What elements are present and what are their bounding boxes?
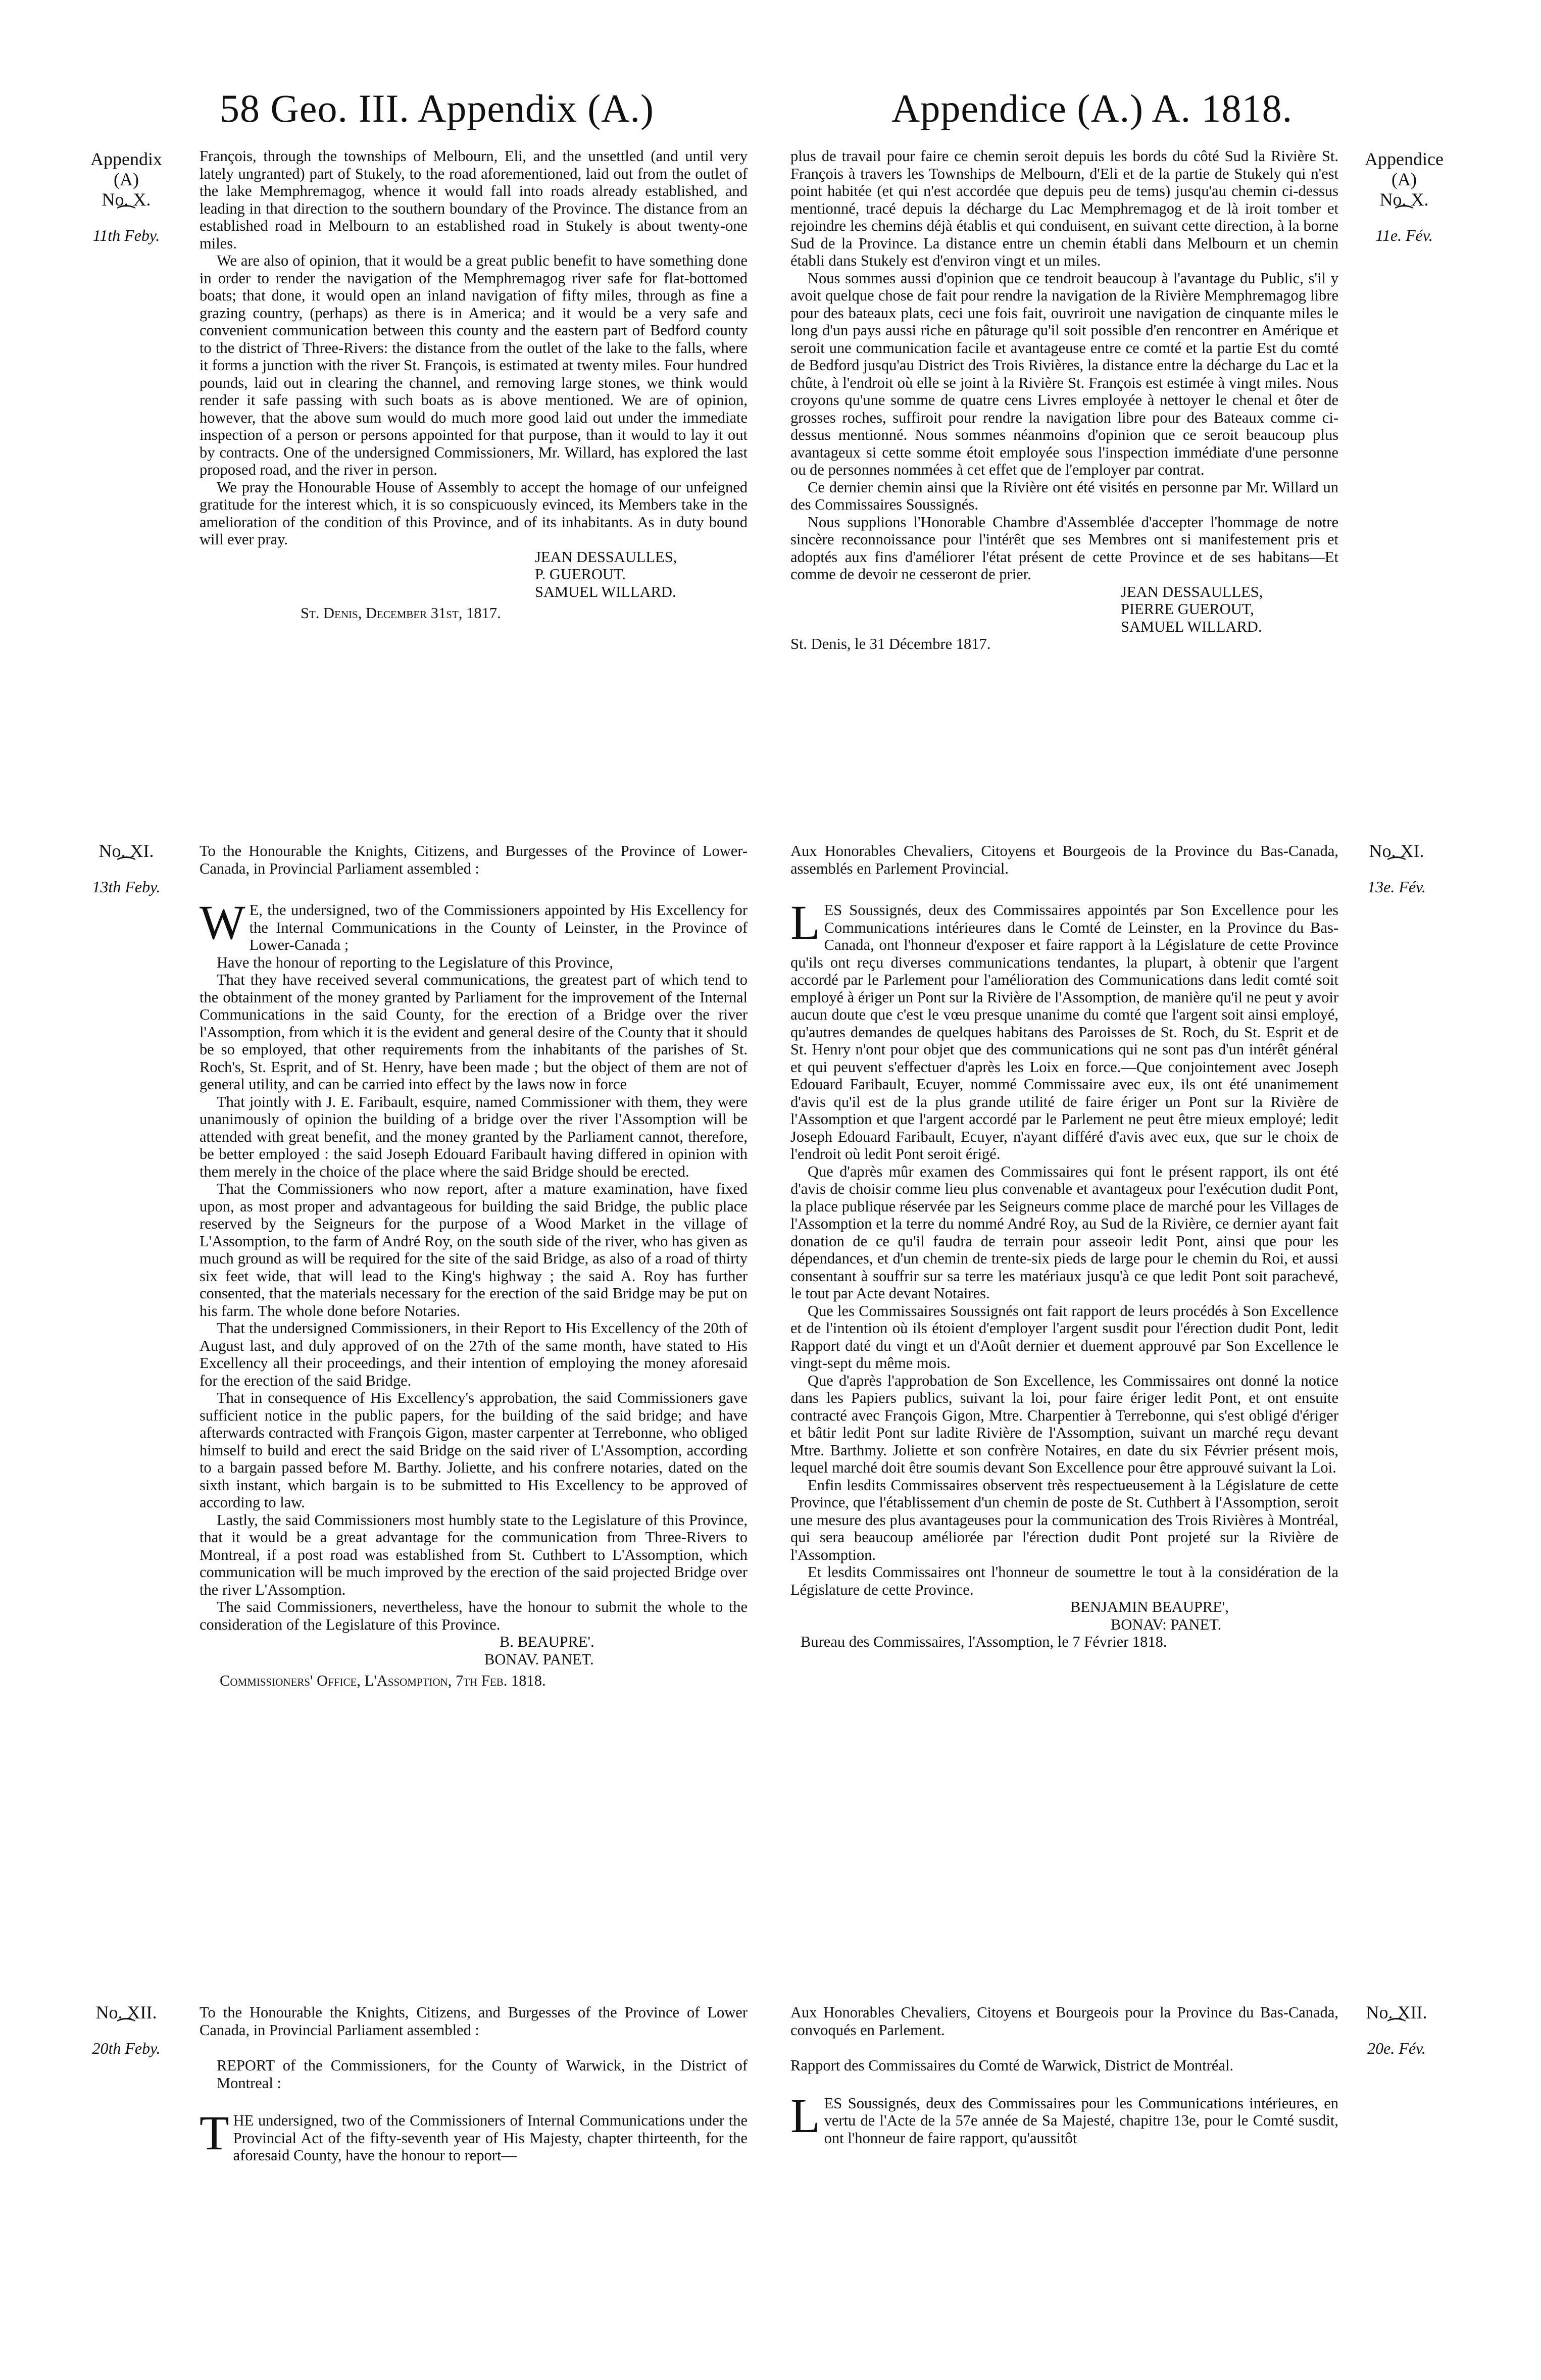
signature: BONAV. PANET. — [484, 1650, 594, 1668]
paragraph: ES Soussignés, deux des Commissaires appointés par Son Excellence pour les Communications intérieures dans le Comté de Leinster, en la Province du Bas-Canada, ont l'honneur d'exposer et faire rapport à la Législature de cette Province qu'ils ont reçu diverses communications tendantes, la plupart, à obtenir que l'argent accordé par le Parlement pour l'amélioration des Communications dans ledit comté soit employé à ériger un Pont sur la Rivière de l'Assomption, de manière qu'il ne peut y avoir aucun doute que c'est le vœu presque unanime du comté que l'argent soit ainsi employé, qu'autres demandes de quelques habitans des Paroisses de St. Roch, du St. Esprit et de St. Henry n'ont pour objet que des communications qui ne sont pas d'un intérêt général et qui peuvent s'effectuer d'après les Loix en force.—Que conjointement avec Joseph Edouard Faribault, Ecuyer, nommé Commissaire avec eux, ils ont été unanimement d'avis qu'il est de la plus grande utilité de faire ériger un Pont sur la Rivière de l'Assomption et que l'argent accordé par le Parlement ne peut être mieux employé; ledit Joseph Edouard Faribault, Ecuyer, n'ayant différé d'avis avec eux, que sur le choix de l'endroit où ledit Pont seroit érigé. — [790, 901, 1338, 1162]
signature: BONAV: PANET. — [1111, 1615, 1222, 1633]
margin-note-date: 13e. Fév. — [1367, 878, 1426, 896]
paragraph: E, the undersigned, two of the Commissioners appointed by His Excellency for the Internal Communications in the County of Leinster, in the Province of Lower-Canada ; — [249, 901, 748, 953]
margin-note-line: No. XI. — [1369, 841, 1424, 861]
flourish-icon: ⁀ — [118, 857, 135, 880]
margin-note-appendix-x-en — [88, 149, 164, 245]
drop-cap: L — [790, 895, 820, 949]
paragraph: We are also of opinion, that it would be a great public benefit to have something done in order to render the navigation of the Memphremagog river safe for flat-bottomed boats; that done, it would open an inland navigation of fifty miles, through as fine a grazing country, (perhaps) as there is in America; and it would be a very safe and convenient communication between this county and the eastern part of Bedford county to the district of Three-Rivers: the distance from the outlet of the lake to the falls, where it forms a junction with the river St. François, is estimated at twenty miles. Four hundred pounds, laid out in clearing the channel, and removing large stones, we think would render it safe passing with such boats as is above mentioned. We are of opinion, however, that the above sum would do much more good laid out under the immediate inspection of a person or persons appointed for that purpose, than it would to lay it out by contracts. One of the undersigned Commissioners, Mr. Willard, has explored the last proposed road, and the river in person. — [200, 252, 748, 478]
margin-note-line: Appendice — [1365, 149, 1444, 169]
margin-note-line: No. XII. — [95, 2002, 157, 2022]
paragraph: ES Soussignés, deux des Commissaires pour les Communications intérieures, en vertu de l'Acte de la 57e année de Sa Majesté, chapitre 13e, pour le Comté susdit, ont l'honneur de faire rapport, qu'aussitôt — [824, 2094, 1338, 2147]
section1-french-column — [790, 147, 1338, 653]
paragraph: That they have received several communications, the greatest part of which tend to the obtainment of the money granted by Parliament for the improvement of the Internal Communications in the said County, for the erection of a Bridge over the river l'Assomption, from which it is the evident and general desire of the County that it should be so employed, that other requirements from the inhabitants of the parishes of St. Roch's, St. Esprit, and of St. Henry, have been made ; but the object of them are not of general utility, and can be carried into effect by the laws now in force — [200, 971, 748, 1093]
signature: B. BEAUPRE'. — [500, 1633, 594, 1650]
margin-note-line: No. X. — [102, 189, 151, 210]
drop-cap: T — [200, 2106, 229, 2160]
signature: SAMUEL WILLARD. — [535, 583, 676, 600]
section2-english-column — [200, 842, 748, 1690]
signature: P. GUEROUT. — [535, 566, 626, 583]
paragraph: Que les Commissaires Soussignés ont fait rapport de leurs procédés à Son Excellence et de l'intention où ils étoient d'employer l'argent susdit pour l'érection dudit Pont, ledit Rapport daté du vingt et un d'Août dernier et duement approuvé par Son Excellence le vingt-sept du même mois. — [790, 1302, 1338, 1372]
paragraph: Nous sommes aussi d'opinion que ce tendroit beaucoup à l'avantage du Public, s'il y avoit quelque chose de fait pour rendre la navigation de la Rivière Memphremagog libre pour des bateaux plats, ceci une fois fait, ouvriroit une navigation de cinquante miles le long d'un pays aussi riche en pâturage qu'il soit possible d'en rencontrer en Amérique et seroit une communication facile et avantageuse entre ce comté et la partie Est du comté de Bedford jusqu'au District des Trois Rivières, la distance entre la décharge du Lac et la chûte, à l'endroit où elle se joint à la Rivière St. François est estimée à vingt miles. Nous croyons qu'une somme de quatre cens Livres employée à nettoyer le chenal et ôter de grosses roches, suffiroit pour rendre la navigation libre pour des Bateaux comme ci-dessus mentionné. Nous sommes néanmoins d'opinion que ce seroit beaucoup plus avantageux si cette somme étoit employée sous l'inspection immédiate d'une personne ou de personnes nommées à cet effet que de l'employer par contrat. — [790, 269, 1338, 478]
margin-note-xi-en — [88, 841, 164, 897]
address: Aux Honorables Chevaliers, Citoyens et Bourgeois pour la Province du Bas-Canada, convoqués en Parlement. — [790, 2004, 1338, 2039]
flourish-icon: ⁀ — [1396, 206, 1413, 228]
section1-english-column — [200, 147, 748, 622]
paragraph: That the Commissioners who now report, after a mature examination, have fixed upon, as most proper and advantageous for building the said Bridge, the public place reserved by the Seigneurs for the purpose of a Wood Market in the village of L'Assomption, to the farm of André Roy, on the south side of the river, who has given as much ground as will be required for the site of the said Bridge, as also of a road of thirty six feet wide, that will lead to the King's highway ; the said A. Roy has further consented, that the materials necessary for the erection of the said Bridge may be put on his farm. The whole done before Notaries. — [200, 1180, 748, 1320]
signature: JEAN DESSAULLES, — [1121, 583, 1263, 600]
address: Aux Honorables Chevaliers, Citoyens et Bourgeois de la Province du Bas-Canada, assemblés en Parlement Provincial. — [790, 842, 1338, 877]
address: To the Honourable the Knights, Citizens, and Burgesses of the Province of Lower-Canada, in Provincial Parliament assembled : — [200, 842, 748, 877]
section3-english-column — [200, 2004, 748, 2164]
drop-cap: W — [200, 895, 245, 949]
paragraph: François, through the townships of Melbourn, Eli, and the unsettled (and until very lately ungranted) part of Stukely, to the road aforementioned, laid out from the outlet of the lake Memphremagog, whence it would fall into roads already established, and leading in that direction to the southern boundary of the Province. The distance from an established road in Melbourn to an established road in Stukely is about twenty-one miles. — [200, 147, 748, 252]
paragraph: That the undersigned Commissioners, in their Report to His Excellency of the 20th of August last, and duly approved of on the 27th of the same month, have stated to His Excellency all their proceedings, and their intention of employing the money aforesaid for the erection of the said Bridge. — [200, 1320, 748, 1389]
margin-note-date: 11th Feby. — [92, 226, 160, 244]
paragraph: Ce dernier chemin ainsi que la Rivière ont été visités en personne par Mr. Willard un des Commissaires Soussignés. — [790, 478, 1338, 513]
paragraph: Que d'après mûr examen des Commissaires qui font le présent rapport, ils ont été d'avis de choisir comme lieu plus convenable et avantageux pour l'exécution dudit Pont, la place publique réservée par les Seigneurs comme place de marché pour les Villages de l'Assomption et la terre du nommé André Roy, au Sud de la Rivière, ce dernier ayant fait donation de ce qu'il faudra de terrain pour asseoir ledit Pont, ainsi que pour les dépendances, et d'un chemin de trente-six pieds de large pour le chemin du Roi, et aussi consentant à souffrir sur sa terre les matériaux jusqu'à ce que ledit Pont soit parachevé, le tout par Acte devant Notaires. — [790, 1162, 1338, 1302]
address: To the Honourable the Knights, Citizens, and Burgesses of the Province of Lower Canada, in Provincial Parliament assembled : — [200, 2004, 748, 2039]
paragraph: Lastly, the said Commissioners most humbly state to the Legislature of this Province, that it would be a great advantage for the communication from Three-Rivers to Montreal, if a post road was established from St. Cuthbert to L'Assomption, which communication will be much improved by the erection of the said projected Bridge over the river L'Assomption. — [200, 1511, 748, 1598]
report-heading: Rapport des Commissaires du Comté de Warwick, District de Montréal. — [790, 2057, 1234, 2074]
flourish-icon: ⁀ — [118, 206, 135, 228]
paragraph: Nous supplions l'Honorable Chambre d'Assemblée d'accepter l'hommage de notre sincère reconnoissance pour l'intérêt que ses Membres ont si manifestement pris et adoptés aux fins d'améliorer l'état présent de cette Province et de ses habitans—Et comme de devoir ne cesseront de prier. — [790, 513, 1338, 583]
signature: PIERRE GUEROUT, — [1121, 600, 1254, 618]
paragraph: Have the honour of reporting to the Legislature of this Province, — [217, 953, 614, 971]
signature: JEAN DESSAULLES, — [535, 548, 677, 566]
margin-note-line: Appendix — [90, 149, 162, 169]
paragraph: Et lesdits Commissaires ont l'honneur de soumettre le tout à la considération de la Législature de cette Province. — [790, 1563, 1338, 1598]
signature: BENJAMIN BEAUPRE', — [1070, 1598, 1229, 1615]
margin-note-xi-fr — [1359, 841, 1434, 897]
margin-note-xii-en — [88, 2002, 164, 2058]
paragraph: Que d'après l'approbation de Son Excellence, les Commissaires ont donné la notice dans les Papiers publics, suivant la loi, pour faire ériger ledit Pont, et ont ensuite contracté avec François Gigon, Mtre. Charpentier à Terrebonne, qui s'est obligé d'ériger et bâtir ledit Pont sur ladite Rivière de l'Assomption, suivant un marché reçu devant Mtre. Barthmy. Joliette et son confrère Notaires, en date du six Février présent mois, lequel marché doit être soumis devant Son Excellence pour être approuvé suivant la Loi. — [790, 1372, 1338, 1476]
paragraph: plus de travail pour faire ce chemin seroit depuis les bords du côté Sud la Rivière St. François à travers les Townships de Melbourn, d'Eli et de la partie de Stukely qui n'est point habitée (et qui n'est accordée que depuis peu de tems) jusqu'au chemin ci-dessus mentionné, tracé depuis la décharge du Lac Memphremagog et de là iroit tomber et rejoindre les chemins déjà établis et qui conduisent, en suivant cette direction, à la borne Sud de la Province. La distance entre un chemin établi dans Melbourn et un chemin établi dans Stukely est d'environ vingt et un miles. — [790, 147, 1338, 269]
margin-note-line: (A) — [114, 169, 139, 189]
paragraph: That in consequence of His Excellency's approbation, the said Commissioners gave sufficient notice in the public papers, for the building of the said bridge; and have afterwards contracted with François Gigon, master carpenter at Terrebonne, who obliged himself to build and erect the said Bridge on the said river of L'Assomption, according to a bargain passed before M. Barthy. Joliette, and his confrere notaries, dated on the sixth instant, which bargain is to be submitted to His Excellency to be approved of according to law. — [200, 1389, 748, 1511]
margin-note-date: 11e. Fév. — [1375, 226, 1433, 244]
paragraph: We pray the Honourable House of Assembly to accept the homage of our unfeigned gratitude for the interest which, it is so conspicuously evinced, its Members take in the amelioration of the condition of this Province, and of its inhabitants. As in duty bound will ever pray. — [200, 478, 748, 548]
paragraph: HE undersigned, two of the Commissioners of Internal Communications under the Provincial Act of the fifty-seventh year of His Majesty, chapter thirteenth, for the aforesaid County, have the honour to report— — [233, 2112, 748, 2164]
paragraph: The said Commissioners, nevertheless, have the honour to submit the whole to the consideration of the Legislature of this Province. — [200, 1598, 748, 1633]
margin-note-line: (A) — [1391, 169, 1417, 189]
flourish-icon: ⁀ — [118, 2018, 135, 2041]
dateline: St. Denis, December 31st, 1817. — [301, 604, 501, 622]
page-header-right: Appendice (A.) A. 1818. — [891, 86, 1293, 130]
margin-note-date: 20e. Fév. — [1367, 2039, 1426, 2057]
flourish-icon: ⁀ — [1388, 857, 1405, 880]
signature: SAMUEL WILLARD. — [1121, 618, 1262, 635]
margin-note-appendix-x-fr — [1359, 149, 1450, 245]
margin-note-date: 13th Feby. — [92, 878, 161, 896]
paragraph: Enfin lesdits Commissaires observent très respectueusement à la Législature de cette Province, que l'établissement d'un chemin de poste de St. Cuthbert à l'Assomption, seroit une mesure des plus avantageuses pour la communication des Trois Rivières à Montréal, qui sera beaucoup améliorée par l'érection dudit Pont projeté sur la Rivière de l'Assomption. — [790, 1476, 1338, 1563]
margin-note-line: No. XII. — [1366, 2002, 1427, 2022]
paragraph: That jointly with J. E. Faribault, esquire, named Commissioner with them, they were unanimously of opinion the building of a bridge over the river l'Assomption will be attended with great benefit, and the money granted by the Parliament cannot, therefore, be better employed : the said Joseph Edouard Faribault having differed in opinion with them merely in the choice of the place where the said Bridge should be erected. — [200, 1093, 748, 1180]
dateline: Commissioners' Office, L'Assomption, 7th Feb. 1818. — [220, 1672, 546, 1689]
flourish-icon: ⁀ — [1388, 2018, 1405, 2041]
drop-cap: L — [790, 2088, 820, 2143]
margin-note-xii-fr — [1359, 2002, 1434, 2058]
section3-french-column — [790, 2004, 1338, 2147]
page-header-left: 58 Geo. III. Appendix (A.) — [220, 86, 654, 130]
margin-note-line: No. X. — [1379, 189, 1429, 210]
dateline: St. Denis, le 31 Décembre 1817. — [790, 635, 991, 652]
report-heading: REPORT of the Commissioners, for the County of Warwick, in the District of Montreal : — [217, 2057, 748, 2092]
margin-note-line: No. XI. — [98, 841, 154, 861]
section2-french-column — [790, 842, 1338, 1651]
margin-note-date: 20th Feby. — [92, 2039, 161, 2057]
dateline: Bureau des Commissaires, l'Assomption, le 7 Février 1818. — [801, 1633, 1167, 1650]
